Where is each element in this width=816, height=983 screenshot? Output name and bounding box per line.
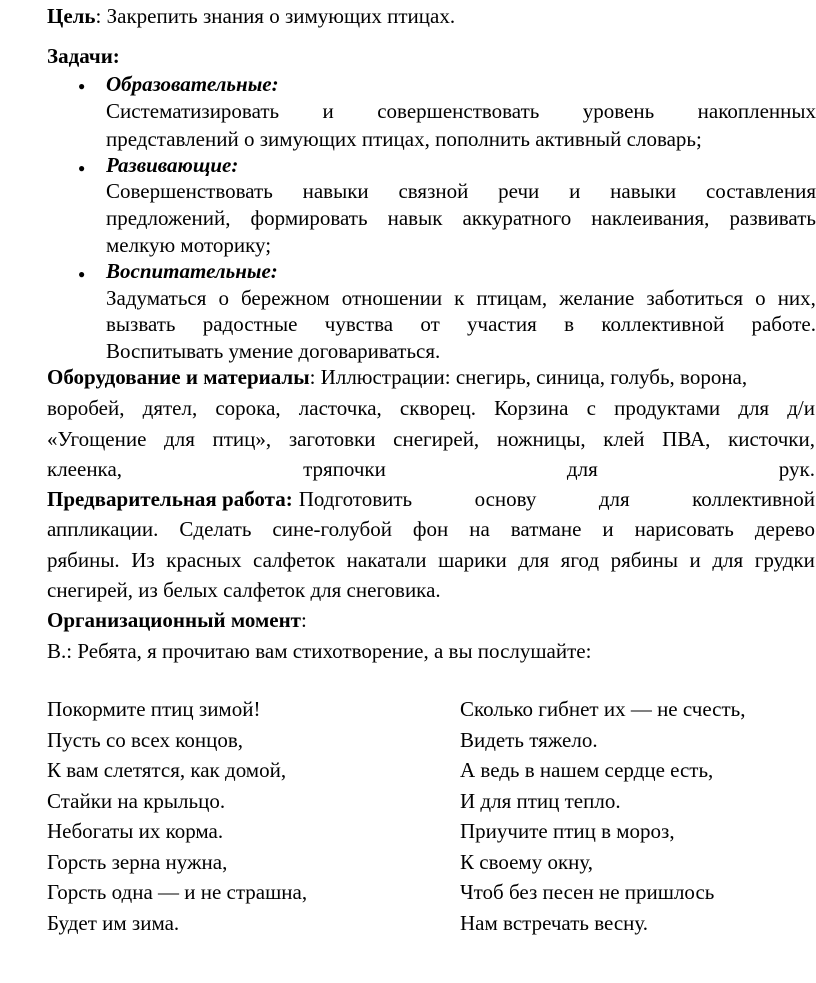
justified-line [47, 517, 815, 542]
word: рябины. [47, 548, 120, 572]
task-line: представлений о зимующих птицах, пополнить активный словарь; [106, 127, 702, 151]
task-title-upbringing: Воспитательные: [106, 259, 278, 283]
word: совершенствовать [377, 99, 540, 123]
word: навык [387, 206, 443, 230]
word: фон [412, 517, 449, 541]
org-moment-line [47, 608, 307, 633]
word: для [566, 457, 598, 481]
word: ягод [560, 548, 600, 572]
word: развивать [729, 206, 816, 230]
goal-text: : Закрепить знания о зимующих птицах. [95, 4, 456, 28]
word: и [602, 517, 614, 541]
word: скворец. [399, 396, 477, 420]
justified-line [47, 457, 815, 482]
word: ПВА, [662, 427, 711, 451]
poem-line: Нам встречать весну. [460, 910, 649, 935]
word: красных [166, 548, 242, 572]
word: птиц», [212, 427, 272, 451]
word: на [469, 517, 490, 541]
poem-line: И для птиц тепло. [460, 788, 621, 813]
word: клей [603, 427, 645, 451]
word: продуктами [614, 396, 721, 420]
word: нарисовать [634, 517, 734, 541]
word: Корзина [494, 396, 569, 420]
equipment-line-2 [47, 396, 815, 421]
word: дятел, [142, 396, 198, 420]
poem-line: Чтоб без песен не пришлось [460, 880, 715, 904]
word: для [712, 548, 744, 572]
word: д/и [787, 396, 815, 420]
word: желание [559, 286, 635, 310]
word: навыки [610, 179, 677, 203]
word: для [518, 548, 550, 572]
bullet-icon: ● [78, 267, 86, 281]
word: для [598, 487, 630, 511]
poem-line: Пусть со всех концов, [47, 727, 244, 752]
word: формировать [250, 206, 368, 230]
word: коллективной [601, 312, 725, 336]
word: ножницы, [496, 427, 586, 451]
word: дерево [754, 517, 815, 541]
task-line [106, 286, 816, 311]
word: уровень [582, 99, 655, 123]
word: Сделать [179, 517, 252, 541]
equipment-line-1 [47, 365, 815, 390]
word: кисточки, [728, 427, 815, 451]
equipment-line-4 [47, 457, 815, 482]
task-line [106, 99, 816, 124]
poem-line: Покормите птиц зимой! [47, 697, 261, 721]
equipment-line-3 [47, 427, 815, 452]
word: наклеивания, [591, 206, 710, 230]
word: участия [467, 312, 537, 336]
justified-line [47, 427, 815, 452]
word: и [569, 179, 581, 203]
preparation-line-1 [47, 487, 815, 512]
word: о [218, 286, 229, 310]
task-line [106, 312, 816, 337]
word: «Угощение [47, 427, 147, 451]
word: и [322, 99, 334, 123]
task-title-developing: Развивающие: [106, 153, 239, 177]
word: с [586, 396, 596, 420]
word: накопленных [697, 99, 816, 123]
justified-line [106, 286, 816, 311]
word: воробей, [47, 396, 125, 420]
bullet-icon: ● [78, 79, 86, 93]
word: заготовки [288, 427, 376, 451]
word: шарики [438, 548, 507, 572]
word: для [738, 396, 770, 420]
word: рябины [610, 548, 678, 572]
word: снегирей, [393, 427, 480, 451]
word: них, [777, 286, 816, 310]
poem-line: Видеть тяжело. [460, 727, 598, 752]
equipment-text-1: : Иллюстрации: снегирь, синица, голубь, ворона, [309, 365, 748, 389]
word: составления [705, 179, 816, 203]
word: клеенка, [47, 457, 123, 481]
word: работе. [751, 312, 816, 336]
word: для [164, 427, 195, 451]
poem-line: К вам слетятся, как домой, [47, 758, 287, 782]
word: тряпочки [303, 457, 386, 481]
word: сине-голубой [272, 517, 392, 541]
equipment-label: Оборудование и материалы [47, 365, 310, 389]
task-line [106, 206, 816, 231]
word: аккуратного [462, 206, 572, 230]
justified-line [106, 312, 816, 337]
word: вызвать [106, 312, 176, 336]
preparation-text-1 [299, 487, 815, 512]
justified-line [47, 548, 815, 573]
org-moment-colon: : [301, 608, 307, 632]
word: накатали [346, 548, 427, 572]
word: чувства [324, 312, 394, 336]
bullet-icon: ● [78, 161, 86, 175]
word: Подготовить [298, 487, 413, 511]
org-moment-label: Организационный момент [47, 608, 301, 632]
word: от [420, 312, 440, 336]
word: радостные [202, 312, 298, 336]
poem-line: Сколько гибнет их — не счесть, [460, 697, 746, 721]
word: ватмане [510, 517, 582, 541]
justified-line [106, 179, 816, 204]
task-line: Воспитывать умение договариваться. [106, 339, 441, 363]
justified-line [106, 99, 816, 124]
poem-line: Будет им зима. [47, 910, 180, 935]
poem-line: Горсть одна — и не страшна, [47, 880, 308, 904]
word: птицам, [476, 286, 548, 310]
word: Систематизировать [106, 99, 280, 123]
justified-line [47, 396, 815, 421]
poem-line: Небогаты их корма. [47, 819, 224, 843]
word: ласточка, [298, 396, 382, 420]
poem-line: А ведь в нашем сердце есть, [460, 758, 714, 782]
tasks-heading: Задачи: [47, 44, 120, 68]
word: бережном [241, 286, 330, 310]
preparation-label: Предварительная работа: [47, 487, 293, 511]
word: сорока, [215, 396, 281, 420]
poem-line: Горсть зерна нужна, [47, 849, 228, 874]
justified-line [106, 206, 816, 231]
goal-label: Цель [47, 4, 96, 28]
word: рук. [778, 457, 815, 481]
word: заботиться [646, 286, 744, 310]
word: речи [498, 179, 540, 203]
poem-line: Приучите птиц в мороз, [460, 819, 675, 843]
goal-line [47, 4, 455, 29]
task-line [106, 179, 816, 204]
word: и [689, 548, 701, 572]
word: Из [131, 548, 155, 572]
word: салфеток [253, 548, 336, 572]
word: связной [398, 179, 469, 203]
task-line: мелкую моторику; [106, 233, 272, 257]
word: аппликации. [47, 517, 159, 541]
word: о [755, 286, 766, 310]
word: отношении [341, 286, 443, 310]
word: грудки [754, 548, 815, 572]
task-title-educational: Образовательные: [106, 72, 279, 96]
preparation-line-3 [47, 548, 815, 573]
poem-line: Стайки на крыльцо. [47, 788, 226, 813]
word: навыки [302, 179, 369, 203]
word: основу [474, 487, 537, 511]
word: к [454, 286, 465, 310]
teacher-speech: В.: Ребята, я прочитаю вам стихотворение, а вы послушайте: [47, 639, 592, 663]
word: Совершенствовать [106, 179, 273, 203]
word: в [564, 312, 575, 336]
word: Задуматься [106, 286, 207, 310]
word: коллективной [692, 487, 815, 511]
preparation-line-2 [47, 517, 815, 542]
word: предложений, [106, 206, 231, 230]
preparation-line-4: снегирей, из белых салфеток для снеговика. [47, 578, 441, 602]
poem-line: К своему окну, [460, 849, 594, 874]
